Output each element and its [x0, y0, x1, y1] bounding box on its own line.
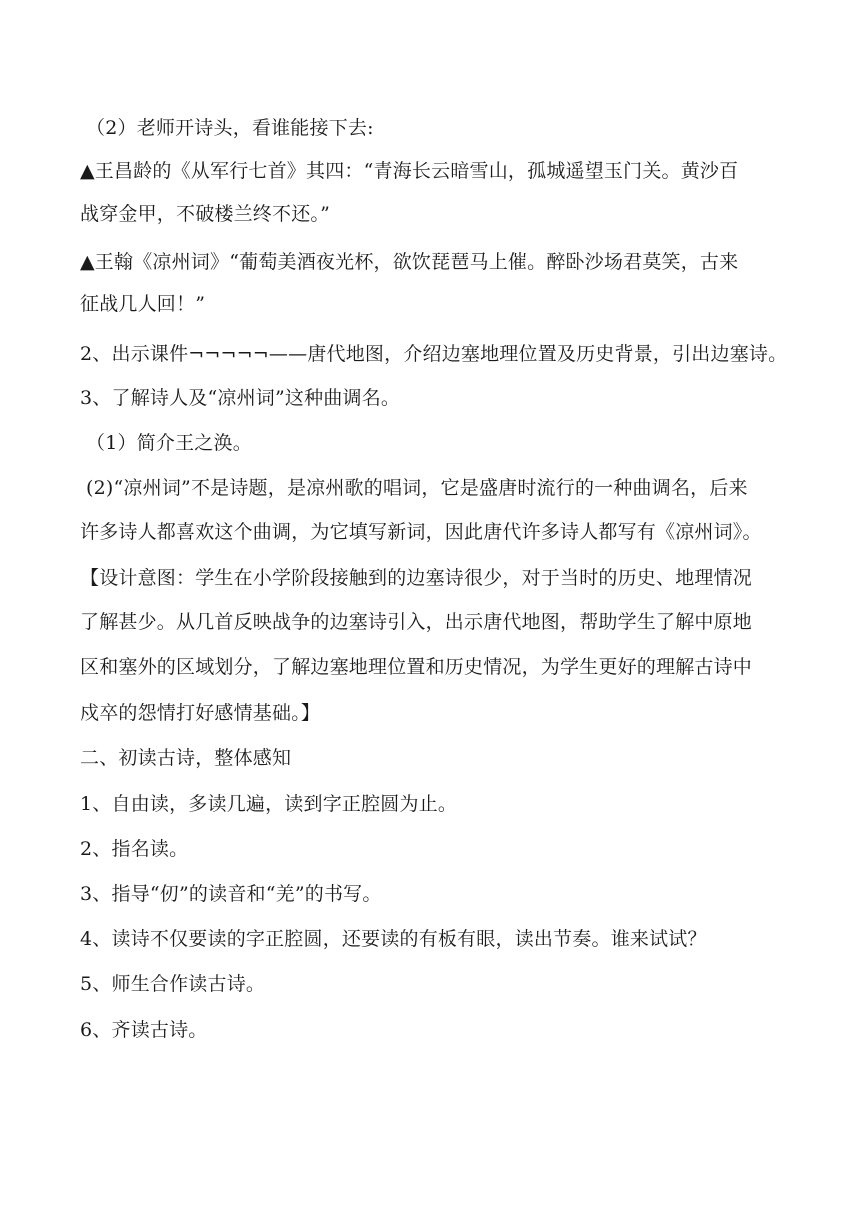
text-line: 许多诗人都喜欢这个曲调，为它填写新词，因此唐代许多诗人都写有《凉州词》。: [80, 521, 762, 543]
text-line: 2、指名读。: [80, 838, 189, 860]
text-line: 6、齐读古诗。: [80, 1019, 208, 1041]
text-line: 征战几人回！”: [80, 293, 206, 315]
text-line: 区和塞外的区域划分，了解边塞地理位置和历史情况，为学生更好的理解古诗中: [80, 656, 753, 678]
text-line: 了解甚少。从几首反映战争的边塞诗引入，出示唐代地图，帮助学生了解中原地: [80, 611, 753, 633]
text-line: 1、自由读，多读几遍，读到字正腔圆为止。: [80, 793, 458, 815]
text-line: 3、指导“仞”的读音和“羌”的书写。: [80, 883, 382, 905]
text-line: 3、了解诗人及“凉州词”这种曲调名。: [80, 387, 401, 409]
text-line: 2、出示课件¬¬¬¬¬——唐代地图，介绍边塞地理位置及历史背景，引出边塞诗。: [80, 343, 788, 365]
text-line: 战穿金甲，不破楼兰终不还。”: [80, 203, 331, 225]
text-line: 5、师生合作读古诗。: [80, 973, 266, 995]
text-line: （1）简介王之涣。: [86, 432, 252, 454]
text-line: 【设计意图：学生在小学阶段接触到的边塞诗很少，对于当时的历史、地理情况: [80, 567, 753, 589]
text-line: （2）老师开诗头，看谁能接下去:: [86, 117, 374, 139]
text-line: ▲王翰《凉州词》“葡萄美酒夜光杯，欲饮琵琶马上催。醉卧沙场君莫笑，古来: [80, 251, 739, 273]
text-line: 戍卒的怨情打好感情基础。】: [80, 702, 321, 724]
text-line: (2)“凉州词”不是诗题，是凉州歌的唱词，它是盛唐时流行的一种曲调名，后来: [86, 477, 748, 499]
text-line: 4、读诗不仅要读的字正腔圆，还要读的有板有眼，读出节奏。谁来试试？: [80, 928, 707, 950]
section-heading: 二、初读古诗，整体感知: [80, 747, 292, 769]
text-line: ▲王昌龄的《从军行七首》其四：“青海长云暗雪山，孤城遥望玉门关。黄沙百: [80, 160, 739, 182]
